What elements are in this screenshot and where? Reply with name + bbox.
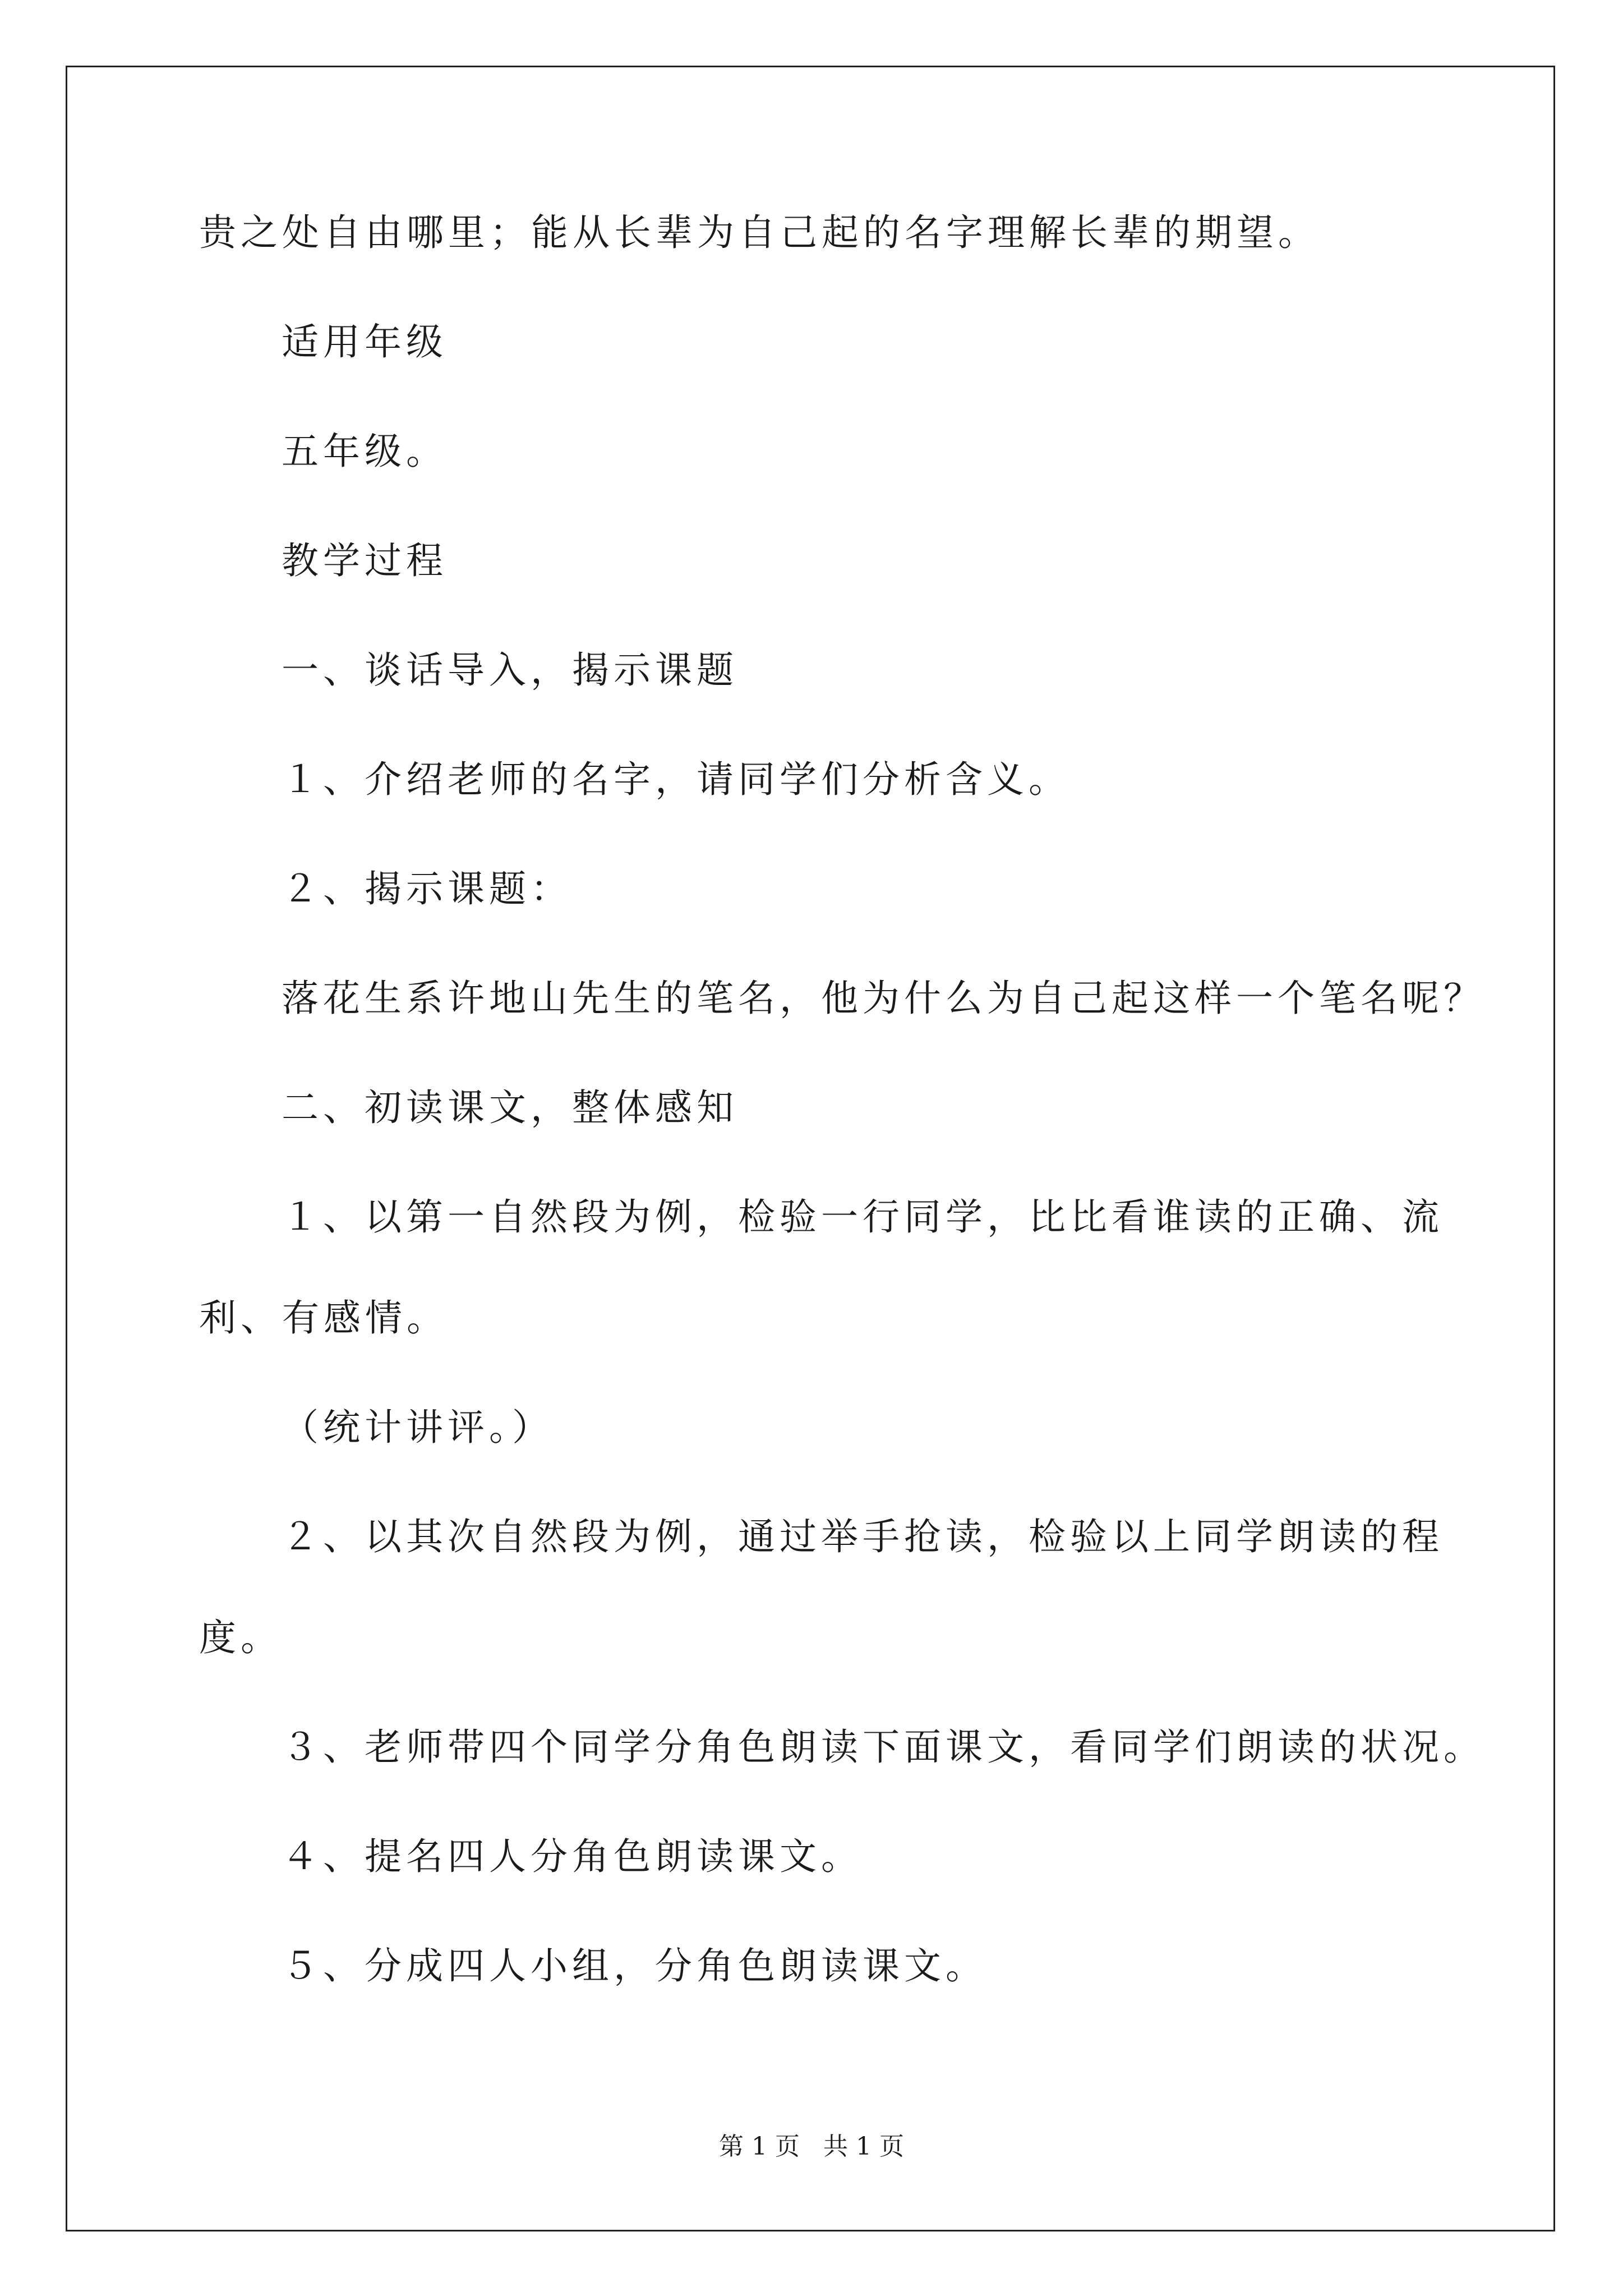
text-step-2-4: ４、提名四人分角色朗读课文。 <box>282 1835 863 1878</box>
text-step-2-5: ５、分成四人小组，分角色朗读课文。 <box>282 1944 987 1987</box>
heading-section-2: 二、初读课文，整体感知 <box>282 1086 738 1129</box>
text-step-1-1: １、介绍老师的名字，请同学们分析含义。 <box>282 758 1070 801</box>
text-step-1-2: ２、揭示课题： <box>282 867 572 910</box>
page-footer: 第 1 页 共 1 页 <box>719 2132 904 2161</box>
text-grade-value: 五年级。 <box>282 430 448 473</box>
text-line-1: 贵之处自由哪里；能从长辈为自己起的名字理解长辈的期望。 <box>199 211 1320 254</box>
text-step-1-2-detail: 落花生系许地山先生的笔名，他为什么为自己起这样一个笔名呢？ <box>282 977 1485 1020</box>
text-step-2-2: ２、以其次自然段为例，通过举手抢读，检验以上同学朗读的程 <box>282 1515 1444 1558</box>
text-step-2-1-cont: 利、有感情。 <box>199 1296 448 1340</box>
text-step-2-1: １、以第一自然段为例，检验一行同学，比比看谁读的正确、流 <box>282 1195 1444 1239</box>
text-note-review: （统计讲评。） <box>282 1406 554 1449</box>
text-step-2-3: ３、老师带四个同学分角色朗读下面课文，看同学们朗读的状况。 <box>282 1726 1485 1769</box>
heading-applicable-grade: 适用年级 <box>282 320 448 364</box>
heading-section-1: 一、谈话导入，揭示课题 <box>282 648 738 692</box>
text-step-2-2-cont: 度。 <box>199 1616 282 1659</box>
heading-teaching-process: 教学过程 <box>282 539 448 582</box>
